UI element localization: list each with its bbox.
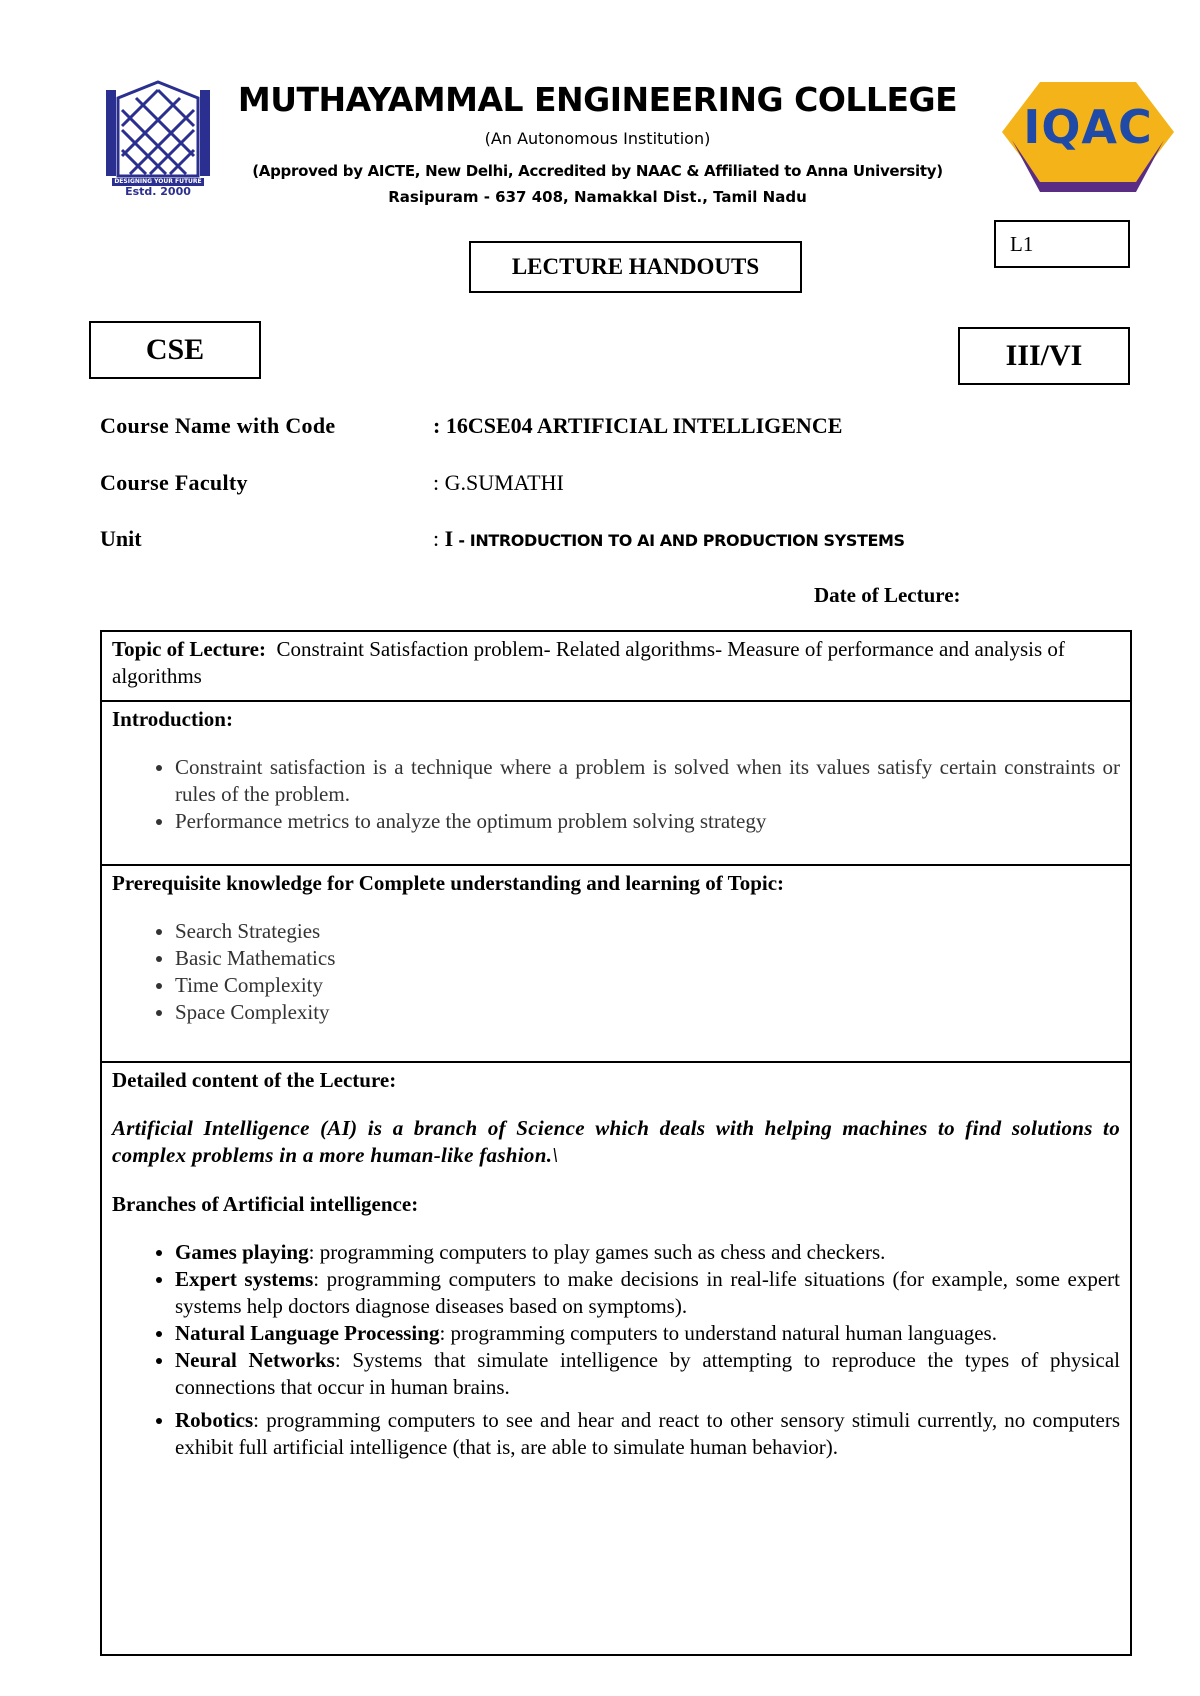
branches-list [112,1239,1120,1461]
college-autonomous: (An Autonomous Institution) [484,129,711,148]
detailed-content-cell [102,1063,1130,1654]
list-item: • Space Complexity [175,999,1120,1026]
unit-value [433,526,905,552]
logo-banner: DESIGNING YOUR FUTURE [114,178,202,185]
course-label: Course Name with Code [100,413,336,438]
branch-desc: : programming computers to understand natural human languages. [439,1321,997,1345]
branch-desc: : programming computers to see and hear and react to other sensory stimuli currently, no computers exhibit full artificial intelligence (that is, are able to simulate human behavior). [175,1408,1120,1459]
prerequisite-cell [102,866,1130,1063]
iqac-logo [1000,78,1176,194]
branch-term: Games playing [175,1240,309,1264]
topic-label: Topic of Lecture: [112,637,266,661]
faculty-value: : G.SUMATHI [433,470,564,495]
branch-item [175,1266,1120,1320]
lecture-number-box [994,220,1130,268]
prerequisite-heading: Prerequisite knowledge for Complete understanding and learning of Topic: [112,871,785,895]
handout-title-box [469,241,802,293]
unit-title: - INTRODUCTION TO AI AND PRODUCTION SYSTEMS [453,531,905,550]
detailed-heading: Detailed content of the Lecture: [112,1068,397,1092]
list-item: • Constraint satisfaction is a technique where a problem is solved when its values satisfy certain constraints or rules of the problem. [175,754,1120,808]
ai-definition: Artificial Intelligence (AI) is a branch of Science which deals with helping machines to find solutions to complex problems in a more human-like fashion.\ [112,1116,1120,1167]
introduction-heading: Introduction: [112,707,233,731]
list-item: • Performance metrics to analyze the optimum problem solving strategy [175,808,1120,835]
college-logo [104,80,212,196]
branch-term: Robotics [175,1408,254,1432]
unit-number: I [444,526,454,551]
branch-term: Expert systems [175,1267,314,1291]
unit-prefix: : [433,526,445,551]
branch-item [175,1407,1120,1461]
introduction-cell [102,702,1130,866]
college-name: MUTHAYAMMAL ENGINEERING COLLEGE [237,80,958,119]
branch-desc: : programming computers to play games such as chess and checkers. [308,1240,886,1264]
topic-text: Constraint Satisfaction problem- Related algorithms- Measure of performance and analysis of algorithms [112,637,1071,688]
branch-term: Neural Networks [175,1348,335,1372]
iqac-text: IQAC [1023,100,1153,154]
year-sem-box [958,327,1130,385]
faculty-label: Course Faculty [100,470,248,495]
branch-desc: : Systems that simulate intelligence by attempting to reproduce the types of physical connections that occur in human brains. [175,1348,1120,1399]
logo-estd: Estd. 2000 [125,185,191,198]
handout-title: LECTURE HANDOUTS [511,254,760,279]
list-item: • Basic Mathematics [175,945,1120,972]
lecture-number: L1 [1010,231,1034,256]
branch-item [175,1239,1120,1266]
year-sem: III/VI [1005,339,1083,372]
branch-desc: : programming computers to make decisions in real-life situations (for example, some expert systems help doctors diagnose diseases based on symptoms). [175,1267,1120,1318]
date-of-lecture: Date of Lecture: [814,583,961,607]
branch-item [175,1347,1120,1401]
branches-heading: Branches of Artificial intelligence: [112,1192,419,1216]
department-box [89,321,261,379]
branch-item [175,1320,1120,1347]
list-item: • Time Complexity [175,972,1120,999]
unit-label: Unit [100,526,142,551]
lecture-content-table [100,630,1132,1656]
prerequisite-list [112,918,1120,1026]
college-address: Rasipuram - 637 408, Namakkal Dist., Tamil Nadu [388,188,807,206]
introduction-list [112,754,1120,835]
course-value: : 16CSE04 ARTIFICIAL INTELLIGENCE [433,413,843,438]
branch-term: Natural Language Processing [175,1321,440,1345]
department: CSE [145,333,205,366]
topic-cell [102,632,1130,702]
list-item: • Search Strategies [175,918,1120,945]
college-approval: (Approved by AICTE, New Delhi, Accredited by NAAC & Affiliated to Anna University) [252,162,943,180]
